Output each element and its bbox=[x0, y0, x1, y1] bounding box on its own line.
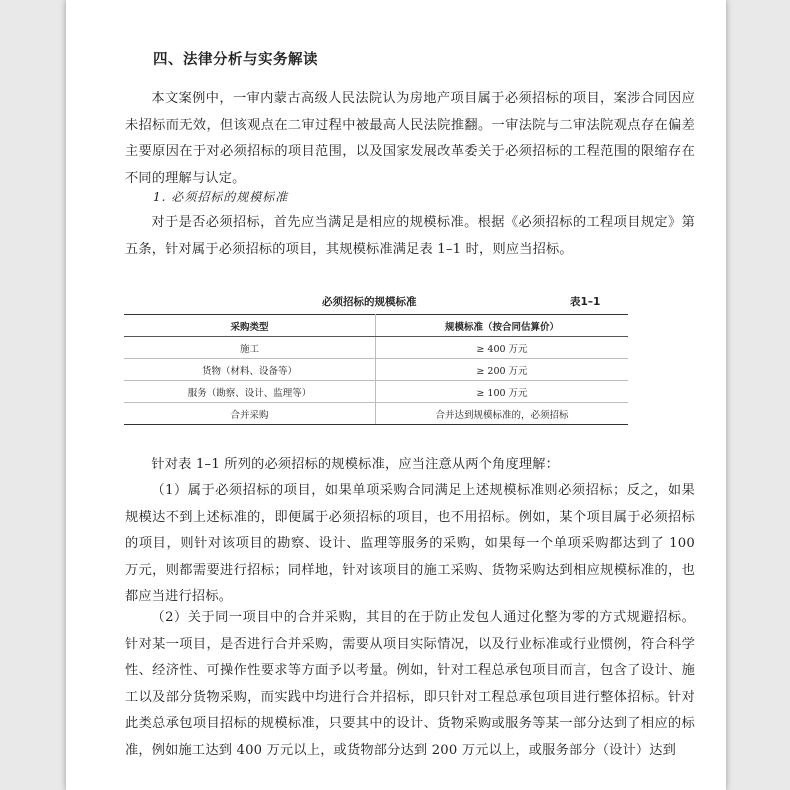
table-header-row bbox=[124, 315, 628, 337]
standard-paragraph: 对于是否必须招标，首先应当满足是相应的规模标准。根据《必须招标的工程项目规定》第五条，针对属于必须招标的项目，其规模标准满足表 1–1 时，则应当招标。 bbox=[125, 215, 695, 257]
table-caption: 必须招标的规模标准 bbox=[322, 296, 417, 308]
scale-standard-table bbox=[124, 314, 628, 425]
table-cell: 合并达到规模标准的，必须招标 bbox=[376, 403, 629, 425]
table-cell: 服务（勘察、设计、监理等） bbox=[124, 381, 376, 403]
table-cell: ≥ 400 万元 bbox=[376, 337, 629, 359]
table-row bbox=[124, 403, 628, 425]
table-cell: 货物（材料、设备等） bbox=[124, 359, 376, 381]
analysis-point-1: （1）属于必须招标的项目，如果单项采购合同满足上述规模标准则必须招标；反之，如果规模达不到上述标准的，即便属于必须招标的项目，也不用招标。例如，某个项目属于必须招标的项目，则针对该项目的勘察、设计、监理等服务的采购，如果每一个单项采购都达到了 100 万元，则都需要进行招标；同样地，针对该项目的施工采购、货物采购达到相应规模标准的，也都应当进行招标。 bbox=[125, 483, 695, 604]
table-cell: 合并采购 bbox=[124, 403, 376, 425]
table-row bbox=[124, 337, 628, 359]
intro-paragraph: 本文案例中，一审内蒙古高级人民法院认为房地产项目属于必须招标的项目，案涉合同因应未招标而无效，但该观点在二审过程中被最高人民法院推翻。一审法院与二审法院观点存在偏差主要原因在于对必须招标的项目范围，以及国家发展改革委关于必须招标的工程范围的限缩存在不同的理解与认定。 bbox=[125, 91, 695, 186]
table-row bbox=[124, 381, 628, 403]
document-page bbox=[66, 0, 726, 790]
section-heading: 四、法律分析与实务解读 bbox=[153, 52, 318, 68]
table-row bbox=[124, 359, 628, 381]
table-cell: ≥ 100 万元 bbox=[376, 381, 629, 403]
table-header-cell: 规模标准（按合同估算价） bbox=[376, 315, 629, 337]
table-cell: ≥ 200 万元 bbox=[376, 359, 629, 381]
table-header-cell: 采购类型 bbox=[124, 315, 376, 337]
analysis-point-2: （2）关于同一项目中的合并采购，其目的在于防止发包人通过化整为零的方式规避招标。针对某一项目，是否进行合并采购，需要从项目实际情况，以及行业标准或行业惯例，符合科学性、经济性、可操作性要求等方面予以考量。例如，针对工程总承包项目而言，包含了设计、施工以及部分货物采购，而实践中均进行合并招标，即只针对工程总承包项目进行整体招标。针对此类总承包项目招标的规模标准，只要其中的设计、货物采购或服务等某一部分达到了相应的标准，例如施工达到 400 万元以上，或货物部分达到 200 万元以上，或服务部分（设计）达到 bbox=[125, 610, 695, 758]
analysis-lead-paragraph: 针对表 1–1 所列的必须招标的规模标准，应当注意从两个角度理解： bbox=[151, 457, 559, 472]
table-cell: 施工 bbox=[124, 337, 376, 359]
subsection-heading: 1. 必须招标的规模标准 bbox=[153, 190, 289, 204]
table-number: 表1–1 bbox=[570, 296, 601, 308]
